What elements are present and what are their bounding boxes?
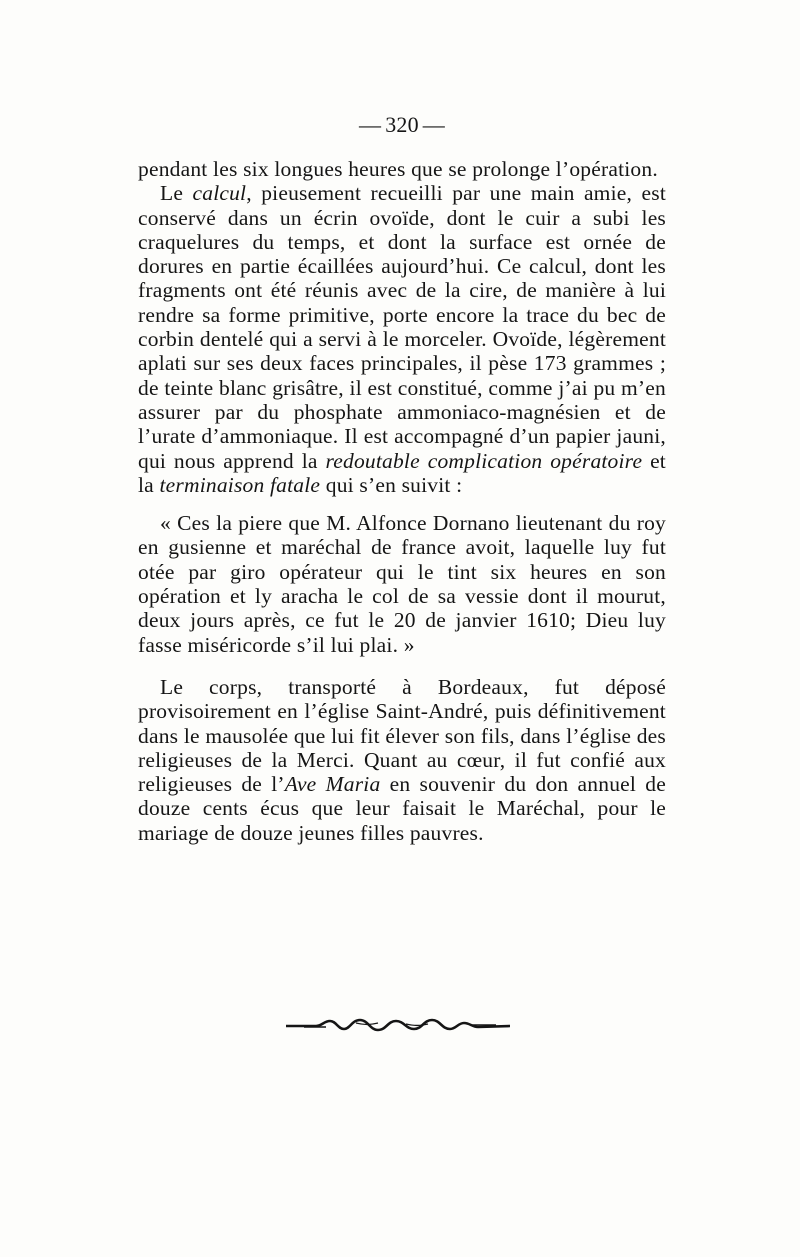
text-run: Le: [160, 181, 193, 206]
wavy-rule-ornament: [286, 1016, 510, 1034]
dash-left: —: [358, 112, 382, 137]
paragraph-4: [138, 675, 666, 845]
text-run: pendant les six longues heures que se prolonge l’opération.: [138, 157, 658, 181]
page-header: [138, 112, 666, 138]
dash-right: —: [422, 112, 445, 137]
paragraph-quote: [138, 511, 666, 657]
italic-text: redoutable complication opératoire: [325, 448, 643, 473]
text-run: en souvenir du don annuel de douze cents écus que leur faisait le Maréchal, pour le mariage de douze jeunes filles pauvres.: [138, 772, 666, 845]
text-run: et la: [138, 448, 666, 497]
text-run: qui s’en suivit :: [320, 472, 463, 497]
text-block: [138, 112, 666, 845]
paragraph-1: [138, 157, 666, 181]
text-run: « Ces la piere que M. Alfonce Dornano lieutenant du roy en gusienne et maréchal de france avoit, laquelle luy fut otée par giro opérateur qui le tint six heures en son opération et ly aracha le col de sa vessie dont il mourut, deux jours après, ce fut le 20 de janvier 1610; Dieu luy fasse miséricorde s’il lui plai. »: [138, 511, 666, 657]
italic-text: terminaison fatale: [159, 472, 321, 497]
paragraph-2: [138, 181, 666, 497]
italic-text: calcul: [192, 181, 247, 206]
text-run: , pieusement recueilli par une main amie, est conservé dans un écrin ovoïde, dont le cuir a subi les craquelures du temps, et dont la surface est ornée de dorures en partie écaillées aujourd’hui. Ce calcul, dont les fragments ont été réunis avec de la cire, de manière à lui rendre sa forme primitive, porte encore la trace du bec de corbin dentelé qui a servi à le morceler. Ovoïde, légèrement aplati sur ses deux faces principales, il pèse 173 grammes ; de teinte blanc grisâtre, il est constitué, comme j’ai pu m’en assurer par du phosphate ammoniaco-magnésien et de l’urate d’ammoniaque. Il est accompagné d’un papier jauni, qui nous apprend la: [138, 181, 666, 473]
italic-text: Ave Maria: [284, 772, 381, 797]
page-number: 320: [385, 112, 419, 137]
text-run: Le corps, transporté à Bordeaux, fut déposé provisoirement en l’église Saint-André, puis définitivement dans le mausolée que lui fit élever son fils, dans l’église des religieuses de la Merci. Quant au cœur, il fut confié aux religieuses de l’: [138, 674, 666, 797]
